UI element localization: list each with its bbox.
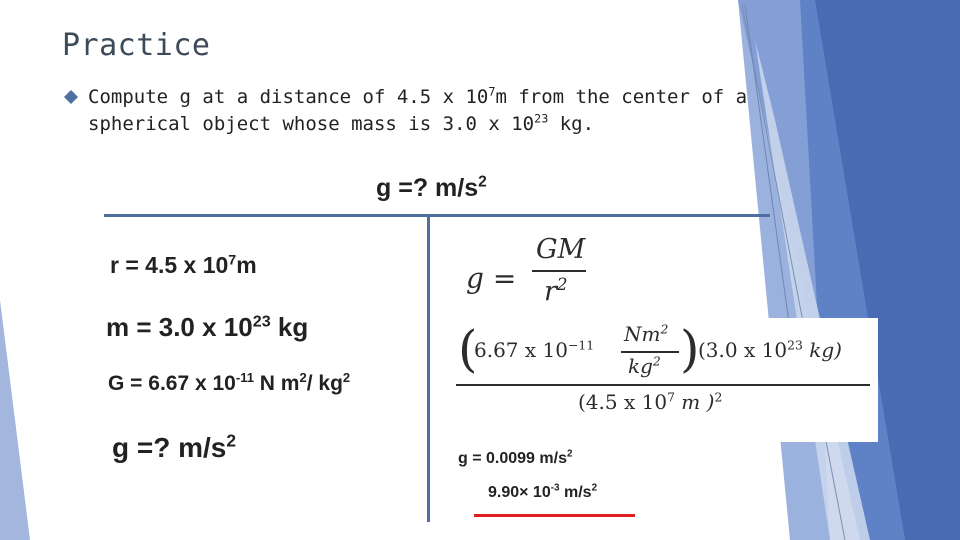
given-m: m = 3.0 x $10^{23}$ kg (106, 312, 309, 342)
given-r: r = 4.5 x $10^7m$ (110, 252, 257, 278)
given-G: G = 6.67 x $10^{-11}$ N $m^2/$ $kg^2$ (108, 370, 351, 395)
formula-denominator: $r^2$ (544, 274, 568, 307)
bullet-item (62, 84, 782, 138)
given-g: g =? $m/s^2$ (112, 430, 237, 463)
slide-title: Practice (62, 28, 211, 63)
result-decimal: g = 0.0099 $m/s^2$ (458, 448, 573, 467)
formula-lhs: g = (466, 262, 517, 295)
substitution-unit-denominator: $kg^2$ (628, 353, 661, 378)
substitution-open-paren: ( (458, 320, 478, 378)
substitution-coef1: 6.67 x $10^{-11}$ (474, 337, 595, 362)
substitution-unit-numerator: Nm$^2$ (624, 321, 669, 346)
problem-statement: Compute g at a distance of 4.5 x $10^7m$ from the center of a spherical object whose mass is 3.0 x $10^{23}$ kg. (88, 84, 748, 135)
table-horizontal-divider (104, 214, 770, 217)
substitution-mass-term: (3.0 x $10^{23}$ kg) (698, 337, 842, 362)
substitution-close-paren: ) (680, 320, 700, 378)
table-vertical-divider (427, 216, 430, 522)
result-scientific: $9.90\times 10^{-3}$ $m/s^2$ (488, 482, 598, 501)
answer-underline (474, 514, 635, 517)
diamond-bullet-icon (64, 90, 78, 104)
substitution-main-bar (456, 384, 870, 386)
formula-numerator: GM (536, 234, 586, 265)
substitution-unit-bar (621, 351, 679, 353)
formula-fraction-bar (532, 270, 586, 272)
substitution-denominator: (4.5 x $10^7$ m )$^2$ (578, 389, 723, 414)
unknown-header: g =? $m/s^2$ (376, 173, 487, 202)
